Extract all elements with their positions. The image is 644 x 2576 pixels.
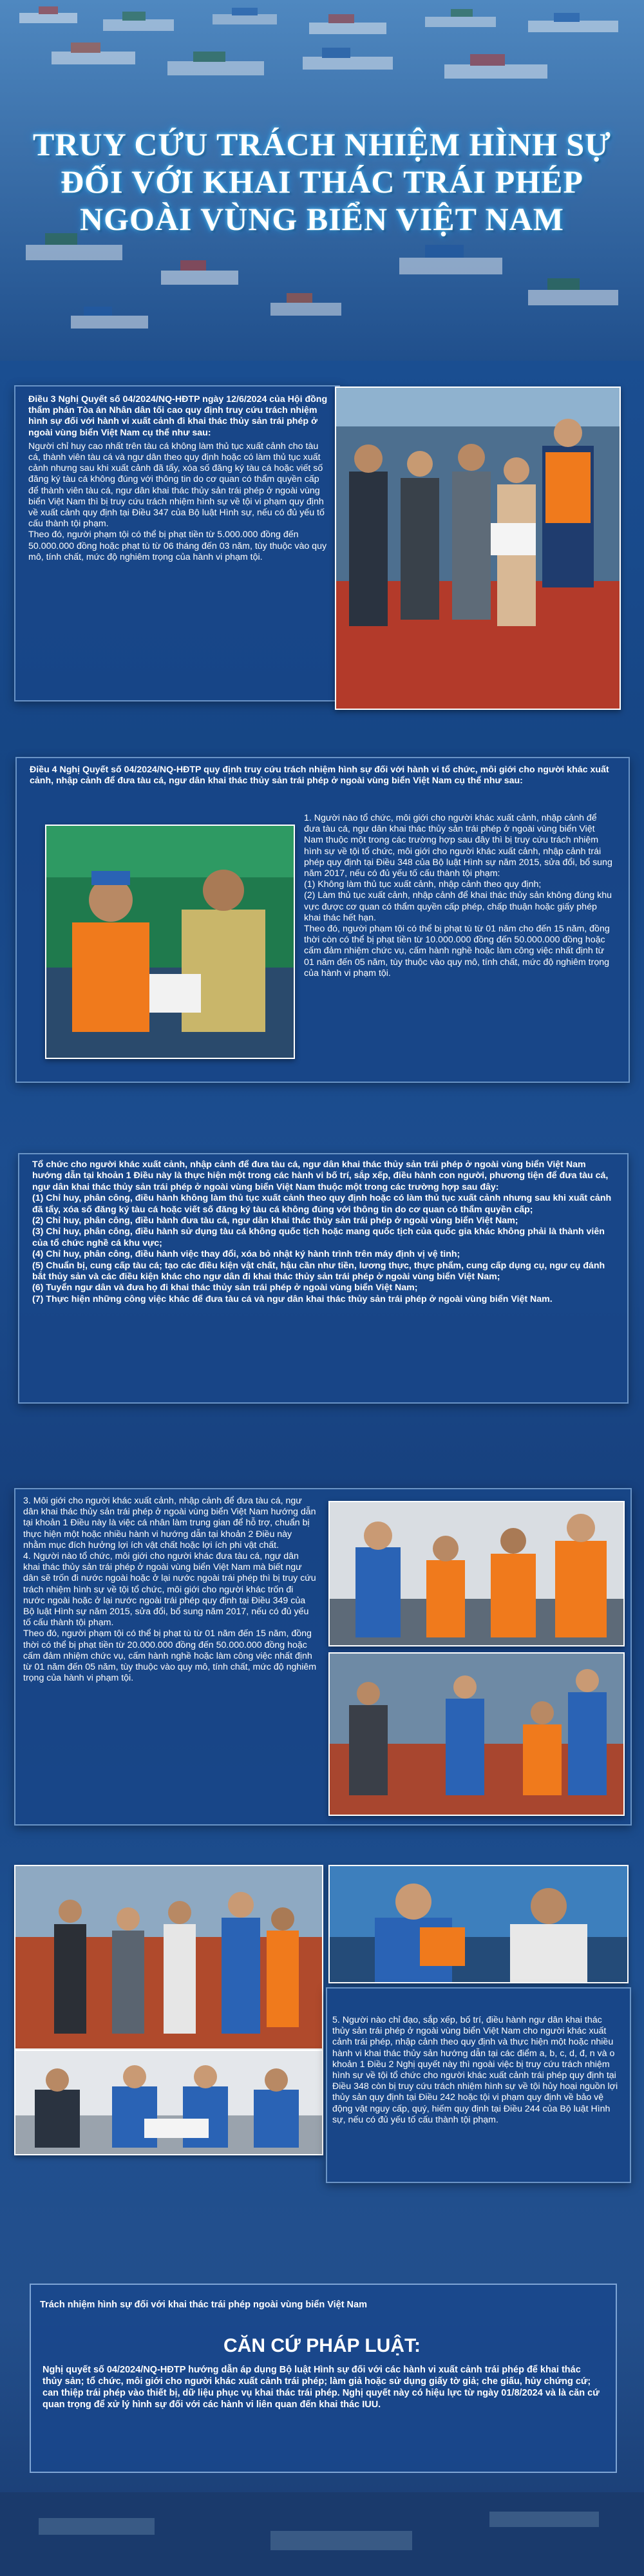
section1-text	[28, 394, 330, 563]
photo-officers-on-deck	[14, 1865, 323, 2050]
section3-item: (4) Chỉ huy, phân công, điều hành việc thay đổi, xóa bỏ nhật ký hành trình trên máy định vị vệ tinh;	[32, 1249, 460, 1260]
section2-paragraph: Theo đó, người phạm tội có thể bị phạt tù từ 01 năm cho đến 15 năm, đồng thời còn có thể bị phạt tiền từ 10.000.000 đồng đến 50.000.000 đồng hoặc cấm đảm nhiệm chức vụ, cấm hành nghề hoặc làm công việc nhất định từ 01 năm đến 05 năm, tùy thuộc vào quy mô, tính chất, mức độ nghiêm trọng của hành vi phạm tội.	[304, 924, 610, 978]
section1-paragraph: Người chỉ huy cao nhất trên tàu cá không làm thủ tục xuất cảnh cho tàu cá, thành viên tàu cá và ngư dân theo quy định hoặc có làm thủ tục xuất cảnh nhưng sau khi xuất cảnh đã tẩy, xóa số đăng ký tàu cá hoặc viết số đăng ký tàu cá không đúng với thông tin do cơ quan có thẩm quyền cấp để thành viên tàu cá, ngư dân khai thác thủy sản trái phép ở ngoài vùng biển Việt Nam thì bị truy cứu trách nhiệm hình sự về tội vi phạm quy định về xuất cảnh quy định tại Điều 347 của Bộ luật Hình sự, nếu có đủ yếu tố cấu thành tội phạm.	[28, 441, 325, 530]
section3-item: (2) Chỉ huy, phân công, điều hành đưa tàu cá, ngư dân khai thác thủy sản trái phép ở ngoài vùng biển Việt Nam;	[32, 1216, 518, 1226]
section4-text	[23, 1496, 317, 1684]
section3-item: (3) Chỉ huy, phân công, điều hành sử dụng tàu cá không quốc tịch hoặc mang quốc tịch của quốc gia khác không phải là thành viên của tổ chức nghề cá khu vực;	[32, 1226, 605, 1248]
section4-paragraph: Theo đó, người phạm tội có thể bị phạt tù từ 01 năm đến 15 năm, đồng thời có thể bị phạt tiền từ 20.000.000 đồng đến 50.000.000 đồng hoặc cấm đảm nhiệm chức vụ, cấm hành nghề hoặc làm công việc nhất định từ 01 năm đến 05 năm, tùy thuộc vào quy mô, tính chất, mức độ nghiêm trọng của hành vi phạm tội.	[23, 1628, 317, 1684]
title-line-2: ĐỐI VỚI KHAI THÁC TRÁI PHÉP	[61, 164, 583, 200]
title-line-3: NGOÀI VÙNG BIỂN VIỆT NAM	[80, 201, 564, 237]
footer-small-title: Trách nhiệm hình sự đối với khai thác trái phép ngoài vùng biển Việt Nam	[40, 2300, 367, 2310]
photo-boat-inspection	[328, 1652, 625, 1816]
legal-basis-body: Nghị quyết số 04/2024/NQ-HĐTP hướng dẫn áp dụng Bộ luật Hình sự đối với các hành vi xuất cảnh trái phép để khai thác thủy sản; tổ chức, môi giới cho người khác xuất cảnh trái phép; làm giả hoặc sử dụng giấy tờ giả; che giấu, hủy chứng cứ; can thiệp trái phép vào thiết bị, dữ liệu phục vụ khai thác trái phép. Nghị quyết này có hiệu lực từ ngày 01/8/2024 và là căn cứ quan trọng để xử lý hình sự đối với các hành vi liên quan đến khai thác IUU.	[43, 2365, 600, 2410]
title-line-1: TRUY CỨU TRÁCH NHIỆM HÌNH SỰ	[33, 126, 611, 162]
section4-paragraph: 4. Người nào tổ chức, môi giới cho người khác đưa tàu cá, ngư dân khai thác thủy sản trái phép ở ngoài vùng biển Việt Nam mà biết ngư dân sẽ trốn đi nước ngoài hoặc ở lại nước ngoài trái phép thì bị truy cứu trách nhiệm hình sự về tội tổ chức, môi giới cho người khác trốn đi nước ngoài hoặc ở lại nước ngoài trái phép quy định tại Điều 349 của Bộ luật Hình sự năm 2015, sửa đổi, bổ sung năm 2017, nếu có đủ yếu tố cấu thành tội phạm.	[23, 1551, 316, 1628]
photo-officer-and-fisherman	[328, 1865, 629, 1983]
section5-paragraph: 5. Người nào chỉ đạo, sắp xếp, bố trí, điều hành ngư dân khai thác thủy sản trái phép ở ngoài vùng biển Việt Nam cho người khác xuất cảnh trái phép, nhập cảnh theo quy định và thực hiện một hoặc nhiều hành vi khai thác thủy sản hướng dẫn tại các điểm a, b, c, d, đ, n và o khoản 1 Điều 2 Nghị quyết này thì ngoài việc bị truy cứu trách nhiệm hình sự về tội tổ chức cho người khác xuất cảnh trái phép quy định tại Điều 348 còn bị truy cứu trách nhiệm hình sự về tội hủy hoại nguồn lợi thủy sản quy định tại Điều 242 hoặc tội vi phạm quy định về bảo vệ động vật nguy cấp, quý, hiếm quy định tại Điều 244 của Bộ luật Hình sự, nếu có đủ yếu tố cấu thành tội phạm.	[332, 2015, 618, 2125]
section1-paragraph: Theo đó, người phạm tội có thể bị phạt tiền từ 5.000.000 đồng đến 50.000.000 đồng hoặc phạt tù từ 06 tháng đến 03 năm, tùy thuộc vào quy mô, tính chất, mức độ nghiêm trọng của hành vi phạm tội.	[28, 530, 327, 562]
section3-text	[32, 1159, 614, 1305]
section3-item: (5) Chuẩn bị, cung cấp tàu cá; tạo các điều kiện vật chất, hậu cần như tiền, lương thực, thực phẩm, cung cấp dụng cụ, ngư cụ đánh bắt thủy sản và các điều kiện khác cho ngư dân đi khai thác thủy sản trái phép ở ngoài vùng biển Việt Nam;	[32, 1260, 605, 1283]
photo-meeting-cabin	[14, 2050, 323, 2155]
section2-paragraph: (1) Không làm thủ tục xuất cảnh, nhập cảnh theo quy định;	[304, 879, 542, 890]
section3-heading: Tổ chức cho người khác xuất cảnh, nhập cảnh để đưa tàu cá, ngư dân khai thác thủy sản trái phép ở ngoài vùng biển Việt Nam hướng dẫn tại khoản 1 Điều này là thực hiện một trong các hành vi bố trí, sắp xếp, điều hành con người, phương tiện để đưa tàu cá, ngư dân khai thác thủy sản trái phép ở ngoài vùng biển Việt Nam thuộc một trong các trường hợp sau đây:	[32, 1159, 609, 1192]
section2-text	[304, 813, 614, 979]
hero-banner	[0, 0, 644, 361]
photo-boarding-inspection	[335, 386, 621, 710]
photo-fishermen-vest	[45, 825, 295, 1059]
page-title	[26, 126, 618, 238]
section3-item: (7) Thực hiện những công việc khác để đưa tàu cá và ngư dân khai thác thủy sản trái phép ở ngoài vùng biển Việt Nam.	[32, 1293, 553, 1304]
section2-paragraph: (2) Làm thủ tục xuất cảnh, nhập cảnh để khai thác thủy sản không đúng khu vực được cơ quan có thẩm quyền cấp phép, chấp thuận hoặc giấy phép khai thác hết hạn.	[304, 890, 612, 923]
section3-item: (1) Chỉ huy, phân công, điều hành không làm thủ tục xuất cảnh theo quy định hoặc có làm thủ tục xuất cảnh nhưng sau khi xuất cảnh đã tẩy, xóa số đăng ký tàu cá hoặc viết số đăng ký tàu cá không đúng với thông tin do cơ quan có thẩm quyền cấp;	[32, 1193, 612, 1215]
photo-coast-guard-with-fishermen	[328, 1501, 625, 1646]
section1-heading: Điều 3 Nghị Quyết số 04/2024/NQ-HĐTP ngày 12/6/2024 của Hội đồng thẩm phán Tòa án Nhân dân tối cao quy định truy cứu trách nhiệm hình sự đối với hành vi xuất cảnh đi khai thác thủy sản trái phép ở ngoài vùng biển Việt Nam cụ thể như sau:	[28, 394, 328, 438]
bottom-sea-decoration	[0, 2492, 644, 2576]
section2-heading: Điều 4 Nghị Quyết số 04/2024/NQ-HĐTP quy định truy cứu trách nhiệm hình sự đối với hành vi tổ chức, môi giới cho người khác xuất cảnh, nhập cảnh để đưa tàu cá, ngư dân khai thác thủy sản trái phép ở ngoài vùng biển Việt Nam cụ thể như sau:	[30, 765, 609, 787]
section2-paragraph: 1. Người nào tổ chức, môi giới cho người khác xuất cảnh, nhập cảnh để đưa tàu cá, ngư dân khai thác thủy sản trái phép ở ngoài vùng biển Việt Nam thuộc một trong các trường hợp sau đây thì bị truy cứu trách nhiệm hình sự về tội tổ chức, môi giới cho người khác xuất cảnh, nhập cảnh trái phép quy định tại Điều 348 của Bộ luật Hình sự năm 2015, sửa đổi, bổ sung năm 2017, nếu có đủ yếu tố cấu thành tội phạm:	[304, 813, 612, 879]
legal-basis-title: CĂN CỨ PHÁP LUẬT:	[223, 2335, 421, 2356]
section4-paragraph: 3. Môi giới cho người khác xuất cảnh, nhập cảnh để đưa tàu cá, ngư dân khai thác thủy sản trái phép ở ngoài vùng biển Việt Nam hướng dẫn tại khoản 1 Điều này là việc cá nhân làm trung gian để hỗ trợ, chuẩn bị thực hiện một hoặc nhiều hành vi hướng dẫn tại khoản 2 Điều này nhằm mục đích hưởng lợi ích vật chất hoặc lợi ích phi vật chất.	[23, 1496, 316, 1550]
section3-item: (6) Tuyển ngư dân và đưa họ đi khai thác thủy sản trái phép ở ngoài vùng biển Việt Nam;	[32, 1283, 418, 1293]
section5-text	[332, 2015, 620, 2126]
